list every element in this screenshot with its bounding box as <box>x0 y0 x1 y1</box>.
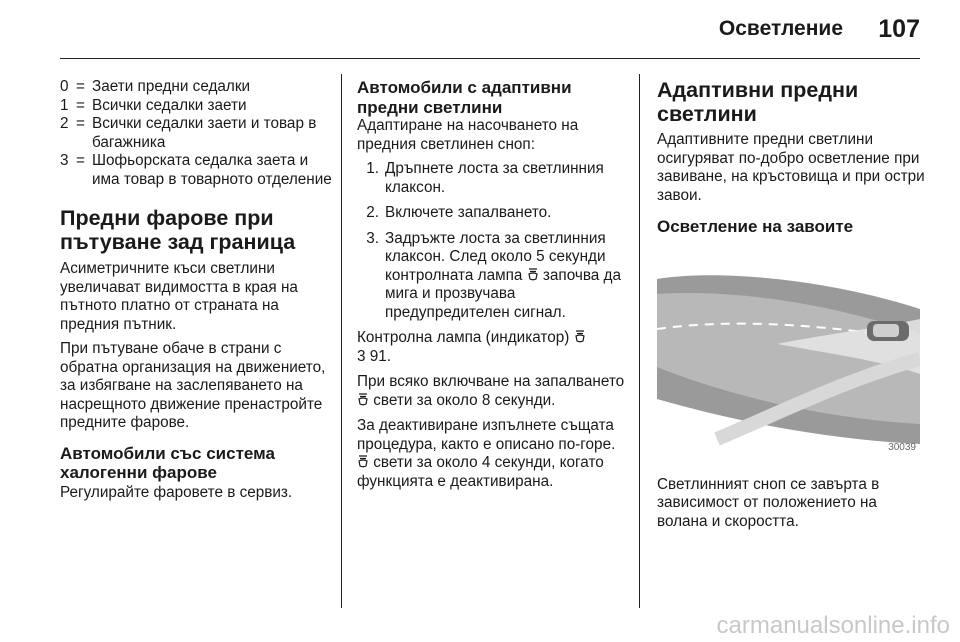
legend-number: 3 <box>60 152 69 169</box>
step-text-part: започва да мига и прозвучава предупредителен сигнал. <box>385 266 621 321</box>
load-legend <box>60 78 332 189</box>
middle-column <box>357 78 629 491</box>
subsection-heading: Автомобили със система халогенни фарове <box>60 443 275 482</box>
legend-row <box>60 78 332 97</box>
list-item <box>357 204 629 223</box>
cornering-light-illustration <box>657 249 920 462</box>
step-number: 2. <box>366 204 379 221</box>
step-text <box>385 230 629 323</box>
step-number: 3. <box>366 229 379 247</box>
column-divider-right <box>639 74 640 608</box>
afl-indicator-icon <box>528 268 538 281</box>
legend-text: Шофьорската седалка заета и има товар в товарното отделение <box>92 152 332 188</box>
legend-row <box>60 97 332 116</box>
column-divider-left <box>341 74 342 608</box>
step-text: Дръпнете лоста за светлинния клаксон. <box>385 160 604 196</box>
page-header <box>0 0 960 60</box>
text-part: свети за около 8 секунди. <box>373 391 556 409</box>
paragraph: Адаптивните предни светлини осигуряват по-добро осветление при завиване, на кръстовища и при остри завои. <box>657 131 925 204</box>
paragraph <box>357 417 629 491</box>
paragraph <box>357 373 629 410</box>
legend-row <box>60 152 332 189</box>
right-column <box>657 78 929 531</box>
step-number: 1. <box>366 160 379 177</box>
watermark: carmanualsonline.info <box>716 612 950 639</box>
paragraph: Регулирайте фаровете в сервиз. <box>60 483 293 501</box>
afl-indicator-icon <box>358 455 368 468</box>
legend-number: 2 <box>60 115 69 132</box>
section-heading: Адаптивни предни светлини <box>657 78 859 126</box>
legend-equals: = <box>76 78 85 95</box>
step-text: Включете запалването. <box>385 204 552 221</box>
page-number: 107 <box>878 15 920 43</box>
text-part: Контролна лампа (индикатор) <box>357 329 570 346</box>
road-curve-illustration <box>657 249 920 462</box>
legend-equals: = <box>76 115 85 132</box>
paragraph <box>357 329 629 366</box>
list-item <box>357 230 629 323</box>
afl-indicator-icon <box>575 330 585 343</box>
legend-text: Всички седалки заети и товар в багажника <box>92 115 317 151</box>
paragraph: Асиметричните къси светлини увеличават видимостта в края на пътното платно от страната на предния пътник. <box>60 260 298 333</box>
afl-indicator-icon <box>358 393 368 406</box>
paragraph: Адаптиране на насочването на предния светлинен сноп: <box>357 117 579 153</box>
legend-text: Всички седалки заети <box>92 96 247 114</box>
legend-number: 1 <box>60 96 69 114</box>
header-divider <box>60 58 920 59</box>
figure-label: 30039 <box>888 442 916 453</box>
legend-row <box>60 115 332 152</box>
text-part: При всяко включване на запалването <box>357 373 625 390</box>
text-part: свети за около 4 секунди, когато функцията е деактивирана. <box>357 454 604 490</box>
car-icon <box>867 321 909 341</box>
left-column <box>60 78 332 502</box>
step-text-part: Задръжте лоста за светлинния клаксон. След около 5 секунди контролната лампа <box>385 229 606 284</box>
steps-list <box>357 160 629 322</box>
legend-equals: = <box>76 152 85 169</box>
legend-equals: = <box>76 96 85 114</box>
section-heading: Предни фарове при пътуване зад граница <box>60 206 296 254</box>
legend-text: Заети предни седалки <box>92 78 251 95</box>
page-title: Осветление <box>718 17 843 40</box>
subsection-heading: Осветление на завоите <box>657 217 854 236</box>
paragraph: При пътуване обаче в страни с обратна организация на движението, за избягване на заслепяването на насрещното движение пренастройте предните фарове. <box>60 340 326 431</box>
page-reference[interactable]: 3 91. <box>357 347 392 365</box>
list-item <box>357 160 629 197</box>
text-part: За деактивиране изпълнете същата процедура, както е описано по-горе. <box>357 417 616 453</box>
legend-number: 0 <box>60 78 69 95</box>
subsection-heading: Автомобили с адаптивни предни светлини <box>357 78 572 117</box>
figure-caption: Светлинният сноп се завърта в зависимост от положението на волана и скоростта. <box>657 475 880 530</box>
